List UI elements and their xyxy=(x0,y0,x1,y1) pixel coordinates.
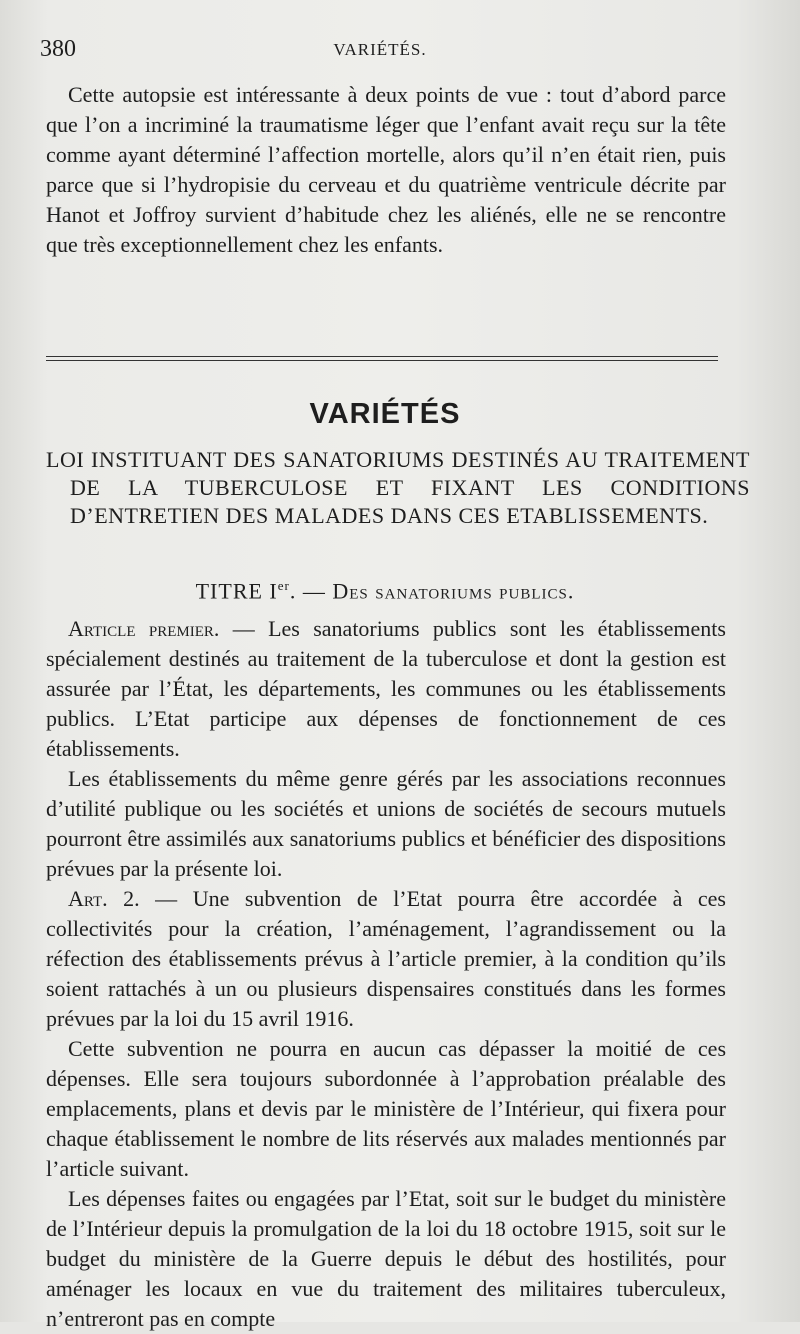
titre-heading xyxy=(0,578,770,604)
divider-rule-top xyxy=(46,356,718,357)
titre-subtitle: Des sanatoriums publics. xyxy=(332,578,575,604)
article-paragraph xyxy=(46,1184,726,1334)
titre-sup: er xyxy=(277,578,290,593)
article-paragraph xyxy=(46,764,726,884)
article-paragraph xyxy=(46,1034,726,1184)
running-title: VARIÉTÉS. xyxy=(333,40,427,59)
double-rule xyxy=(46,356,718,364)
article-lead: Article premier. xyxy=(68,616,220,641)
titre-label: TITRE I xyxy=(195,578,278,604)
intro-block xyxy=(46,80,726,260)
law-title: LOI INSTITUANT DES SANATORIUMS DESTINÉS AU TRAITEMENT DE LA TUBERCULOSE ET FIXANT LES CONDITIONS D’ENTRETIEN DES MALADES DANS CES ETABLISSEMENTS. xyxy=(46,447,750,528)
titre-suffix: . — xyxy=(289,578,333,604)
intro-paragraph: Cette autopsie est intéressante à deux points de vue : tout d’abord parce que l’on a incriminé la traumatisme léger que l’enfant avait reçu sur la tête comme ayant déterminé l’affection mortelle, alors qu’il n’en était rien, puis parce que si l’hydropisie du cerveau et du quatrième ventricule décrite par Hanot et Joffroy survient d’habitude chez les aliénés, elle ne se rencontre que très exceptionnellement chez les enfants. xyxy=(46,82,726,257)
articles-block xyxy=(46,614,726,1334)
article-text: — Les sanatoriums publics sont les établissements spécialement destinés au traitement de la tuberculose et dont la gestion est assurée par l’État, les départements, les communes ou les établissements publics. L’Etat participe aux dépenses de fonctionnement de ces établissements. xyxy=(46,616,726,761)
article-text: Cette subvention ne pourra en aucun cas dépasser la moitié de ces dépenses. Elle sera toujours subordonnée à l’approbation préalable des emplacements, plans et devis par le ministère de l’Intérieur, qui fixera pour chaque établissement le nombre de lits réservés aux malades mentionnés par l’article suivant. xyxy=(46,1036,726,1181)
article-paragraph xyxy=(46,884,726,1034)
divider-rule-bottom xyxy=(46,360,718,361)
running-head xyxy=(40,36,720,66)
article-paragraph xyxy=(46,614,726,764)
article-lead: Art. 2. xyxy=(68,886,140,911)
section-heading: VARIÉTÉS xyxy=(309,398,461,430)
article-text: Les dépenses faites ou engagées par l’Etat, soit sur le budget du ministère de l’Intérieur depuis la promulgation de la loi du 18 octobre 1915, soit sur le budget du ministère de la Guerre depuis le début des hostilités, pour aménager les locaux en vue du traitement des militaires tuberculeux, n’entreront pas en compte xyxy=(46,1186,726,1331)
article-text: — Une subvention de l’Etat pourra être accordée à ces collectivités pour la création, l’aménagement, l’agrandissement ou la réfection des établissements prévus à l’article premier, à la condition qu’ils soient rattachés à un ou plusieurs dispensaires constitués dans les formes prévues par la loi du 15 avril 1916. xyxy=(46,886,726,1031)
page-number: 380 xyxy=(40,36,76,62)
article-text: Les établissements du même genre gérés par les associations reconnues d’utilité publique ou les sociétés et unions de sociétés de secours mutuels pourront être assimilés aux sanatoriums publics et bénéficier des dispositions prévues par la présente loi. xyxy=(46,766,726,881)
